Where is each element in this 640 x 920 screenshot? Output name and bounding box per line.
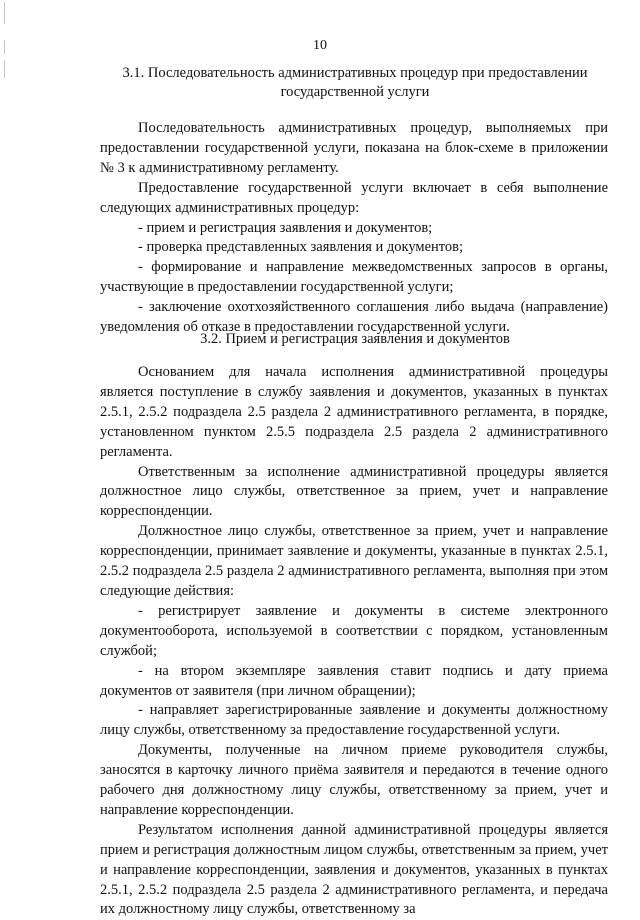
section-title-3-2 (95, 330, 615, 349)
section-body-3-2 (100, 363, 608, 920)
paragraph: Ответственным за исполнение административной процедуры является должностное лицо службы, ответственное за прием, учет и направление корреспонденции. (100, 463, 608, 520)
paragraph: Предоставление государственной услуги включает в себя выполнение следующих административных процедур: (100, 179, 608, 216)
page-number: 10 (313, 38, 327, 53)
scan-artifact (4, 60, 5, 78)
list-item: - на втором экземпляре заявления ставит подпись и дату приема документов от заявителя (при личном обращении); (100, 662, 608, 699)
scan-artifact (4, 2, 5, 24)
section-body-3-1 (100, 119, 608, 338)
list-item: - регистрирует заявление и документы в системе электронного документооборота, используемой в соответствии с порядком, установленным службой; (100, 602, 608, 659)
paragraph: Документы, полученные на личном приеме руководителя службы, заносятся в карточку личного приёма заявителя и передаются в течение одного рабочего дня должностному лицу службы, ответственному за прием, учет и направление корреспонденции. (100, 742, 608, 818)
list-item: - направляет зарегистрированные заявление и документы должностному лицу службы, ответственному за предоставление государственной услуги. (100, 702, 608, 739)
section-title-line: 3.1. Последовательность административных процедур при предоставлении (122, 65, 588, 81)
paragraph: Должностное лицо службы, ответственное за прием, учет и направление корреспонденции, принимает заявление и документы, указанные в пунктах 2.5.1, 2.5.2 подраздела 2.5 раздела 2 административного регламента, выполняя при этом следующие действия: (100, 523, 608, 599)
list-item: - проверка представленных заявления и документов; (138, 239, 464, 256)
paragraph: Последовательность административных процедур, выполняемых при предоставлении государственной услуги, показана на блок-схеме в приложении № 3 к административному регламенту. (100, 120, 608, 176)
paragraph: Результатом исполнения данной административной процедуры является прием и регистрация должностным лицом службы, ответственным за прием, учет и направление корреспонденции, заявления и документов, указанных в пунктах 2.5.1, 2.5.2 подраздела 2.5 раздела 2 административного регламента, и передача их должностному лицу службы, ответственному за (100, 821, 608, 918)
section-title-line: государственной услуги (280, 84, 430, 100)
list-item: - прием и регистрация заявления и документов; (138, 219, 433, 236)
section-title-line: 3.2. Прием и регистрация заявления и документов (200, 331, 510, 347)
list-item: - формирование и направление межведомственных запросов в органы, участвующие в предоставлении государственной услуги; (100, 259, 608, 296)
section-title-3-1 (95, 64, 615, 102)
paragraph: Основанием для начала исполнения административной процедуры является поступление в службу заявления и документов, указанных в пунктах 2.5.1, 2.5.2 подраздела 2.5 раздела 2 административного регламента, в порядке, установленном пунктом 2.5.5 подраздела 2.5 раздела 2 административного регламента. (100, 364, 608, 460)
list-item: - заключение охотхозяйственного соглашения либо выдача (направление) уведомления об отказе в предоставлении государственной услуги. (100, 299, 608, 336)
